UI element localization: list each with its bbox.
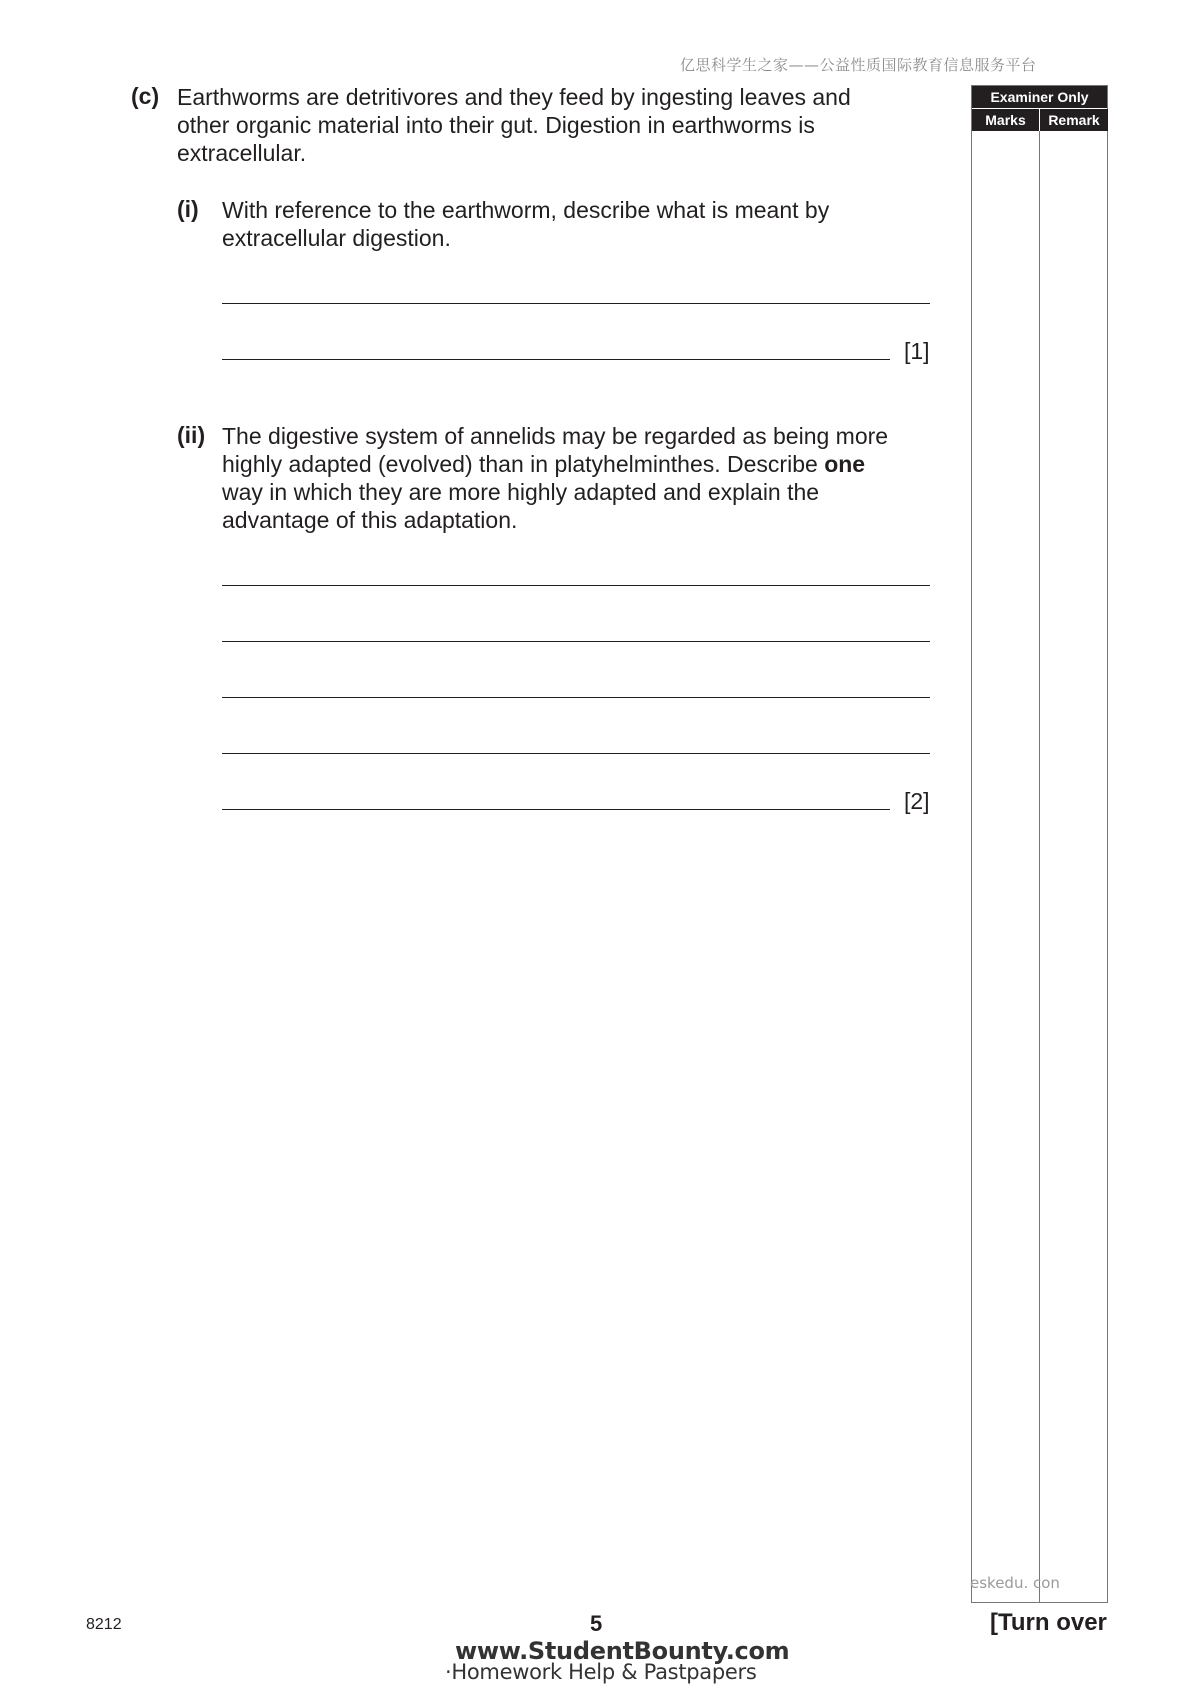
question-c-label: (c) bbox=[131, 83, 160, 109]
answer-line-ii-4[interactable] bbox=[222, 753, 930, 754]
part-ii-line-2-text: highly adapted (evolved) than in platyhelminthes. Describe bbox=[222, 451, 825, 477]
turn-over-label: [Turn over bbox=[990, 1609, 1107, 1636]
part-ii-bold-one: one bbox=[824, 451, 866, 477]
answer-line-i-1[interactable] bbox=[222, 303, 930, 304]
part-i-line-1: With reference to the earthworm, describe what is meant by bbox=[222, 197, 830, 223]
watermark-text: eskedu. con bbox=[970, 1574, 1060, 1592]
examiner-only-box bbox=[971, 85, 1108, 1603]
part-ii-line-4: advantage of this adaptation. bbox=[222, 507, 518, 533]
part-i-marks: [1] bbox=[904, 338, 930, 364]
question-c-text bbox=[177, 83, 851, 167]
page-number: 5 bbox=[590, 1611, 603, 1636]
examiner-remark-header: Remark bbox=[1040, 109, 1108, 131]
part-ii-label: (ii) bbox=[177, 422, 206, 448]
part-ii-line-3: way in which they are more highly adapted and explain the bbox=[222, 479, 820, 505]
answer-line-ii-5[interactable] bbox=[222, 809, 890, 810]
part-ii-marks: [2] bbox=[904, 788, 930, 814]
part-i-label: (i) bbox=[177, 196, 199, 222]
part-ii-line-1: The digestive system of annelids may be regarded as being more bbox=[222, 423, 889, 449]
part-ii-text bbox=[222, 422, 888, 534]
examiner-marks-header: Marks bbox=[972, 109, 1039, 131]
examiner-marks-column[interactable] bbox=[972, 132, 1039, 1602]
header-site-text: 亿思科学生之家——公益性质国际教育信息服务平台 bbox=[680, 56, 1037, 74]
answer-line-i-2[interactable] bbox=[222, 359, 890, 360]
paper-code: 8212 bbox=[86, 1616, 122, 1633]
part-i-line-2: extracellular digestion. bbox=[222, 225, 451, 251]
studentbounty-url[interactable]: www.StudentBounty.com bbox=[455, 1637, 790, 1665]
question-c-line-1: Earthworms are detritivores and they feed by ingesting leaves and bbox=[177, 84, 851, 110]
examiner-remark-column[interactable] bbox=[1040, 132, 1107, 1602]
part-ii-line-2 bbox=[222, 450, 888, 478]
answer-line-ii-1[interactable] bbox=[222, 585, 930, 586]
part-i-text bbox=[222, 196, 829, 252]
answer-line-ii-3[interactable] bbox=[222, 697, 930, 698]
question-c-line-2: other organic material into their gut. Digestion in earthworms is bbox=[177, 112, 815, 138]
question-c-line-3: extracellular. bbox=[177, 140, 307, 166]
examiner-only-title: Examiner Only bbox=[972, 86, 1107, 108]
studentbounty-tagline: ·Homework Help & Pastpapers bbox=[445, 1660, 757, 1684]
answer-line-ii-2[interactable] bbox=[222, 641, 930, 642]
